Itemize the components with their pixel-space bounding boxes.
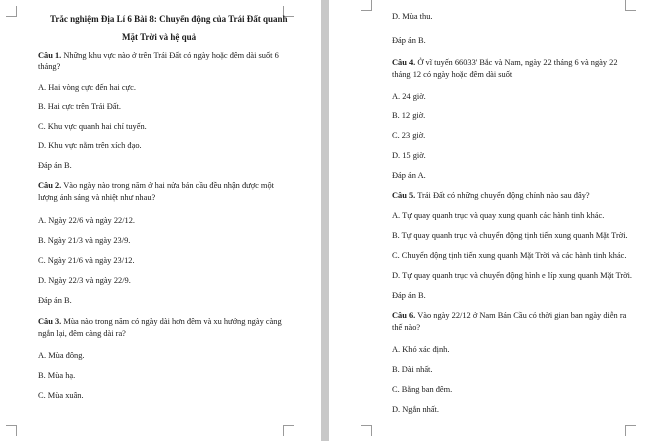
document-title-line-1: Trắc nghiệm Địa Lí 6 Bài 8: Chuyển động của Trái Đất quanh [50, 14, 288, 24]
question-5-label: Câu 5. [392, 191, 416, 200]
question-2-text-line-1: Vào ngày nào trong năm ở hai nửa bán cầu đều nhận được một [61, 181, 274, 190]
page-gutter [321, 0, 329, 441]
question-3-option-d: D. Mùa thu. [392, 12, 433, 21]
question-3-text-line-2: ngắn lại, đêm càng dài ra? [38, 329, 126, 338]
document-title-line-2: Mặt Trời và hệ quả [122, 32, 197, 42]
question-4-option-d: D. 15 giờ. [392, 151, 426, 160]
question-1-answer: Đáp án B. [38, 161, 72, 170]
question-2-option-d: D. Ngày 22/3 và ngày 22/9. [38, 276, 131, 285]
question-6-option-c: C. Bằng ban đêm. [392, 385, 453, 394]
question-2-label: Câu 2. [38, 181, 62, 190]
question-3-option-b: B. Mùa hạ. [38, 371, 76, 380]
crop-mark-top-right [625, 0, 636, 11]
question-3-option-a: A. Mùa đông. [38, 351, 85, 360]
question-6-option-b: B. Dài nhất. [392, 365, 433, 374]
question-4-option-a: A. 24 giờ. [392, 92, 426, 101]
question-5-answer: Đáp án B. [392, 291, 426, 300]
question-3-label: Câu 3. [38, 317, 62, 326]
question-2-option-b: B. Ngày 21/3 và ngày 23/9. [38, 236, 131, 245]
question-2-option-a: A. Ngày 22/6 và ngày 22/12. [38, 216, 135, 225]
crop-mark-bottom-right [283, 425, 294, 436]
question-1-text [38, 50, 279, 61]
crop-mark-bottom-right [625, 425, 636, 436]
question-5-option-a: A. Tự quay quanh trục và quay xung quanh các hành tinh khác. [392, 211, 605, 220]
question-1-label: Câu 1. [38, 51, 62, 60]
crop-mark-top-left [361, 0, 372, 11]
question-1-option-a: A. Hai vòng cực đến hai cực. [38, 83, 136, 92]
question-2-answer: Đáp án B. [38, 296, 72, 305]
question-6-text-line-1: Vào ngày 22/12 ở Nam Bán Cầu có thời gian ban ngày diễn ra [415, 311, 627, 320]
question-3-text [38, 316, 282, 327]
question-1-option-c: C. Khu vực quanh hai chí tuyến. [38, 122, 147, 131]
question-5-option-d: D. Tự quay quanh trục và chuyển động hình e líp xung quanh Mặt Trời. [392, 271, 633, 280]
crop-mark-top-left [6, 6, 17, 17]
question-5-option-c: C. Chuyển động tịnh tiến xung quanh Mặt Trời và các hành tinh khác. [392, 251, 627, 260]
question-3-option-c: C. Mùa xuân. [38, 391, 84, 400]
question-2-option-c: C. Ngày 21/6 và ngày 23/12. [38, 256, 135, 265]
document-page-left [0, 0, 321, 441]
question-6-text [392, 310, 626, 321]
document-page-right [329, 0, 650, 441]
question-2-text-line-2: lượng ánh sáng và nhiệt như nhau? [38, 193, 156, 202]
question-3-answer: Đáp án B. [392, 36, 426, 45]
question-6-label: Câu 6. [392, 311, 416, 320]
question-4-text-line-2: tháng 12 có ngày hoặc đêm dài suốt [392, 70, 513, 79]
question-1-text-line-2: tháng? [38, 62, 61, 71]
question-4-label: Câu 4. [392, 58, 416, 67]
question-4-text-line-1: Ở vĩ tuyến 66033' Bắc và Nam, ngày 22 tháng 6 và ngày 22 [415, 58, 618, 67]
question-2-text [38, 180, 274, 191]
question-5-option-b: B. Tự quay quanh trục và chuyển động tịnh tiến xung quanh Mặt Trời. [392, 231, 628, 240]
question-4-option-c: C. 23 giờ. [392, 131, 426, 140]
question-5-text-line-1: Trái Đất có những chuyển động chính nào sau đây? [415, 191, 590, 200]
question-1-text-line-1: Những khu vực nào ở trên Trái Đất có ngày hoặc đêm dài suốt 6 [61, 51, 279, 60]
question-5-text [392, 190, 590, 201]
question-6-option-a: A. Khó xác định. [392, 345, 450, 354]
question-6-text-line-2: thế nào? [392, 323, 421, 332]
question-1-option-b: B. Hai cực trên Trái Đất. [38, 102, 121, 111]
question-1-option-d: D. Khu vực nằm trên xích đạo. [38, 141, 142, 150]
question-4-text [392, 57, 618, 68]
question-4-option-b: B. 12 giờ. [392, 111, 426, 120]
crop-mark-bottom-left [6, 425, 17, 436]
question-6-option-d: D. Ngắn nhất. [392, 405, 439, 414]
crop-mark-bottom-left [361, 425, 372, 436]
question-4-answer: Đáp án A. [392, 171, 426, 180]
question-3-text-line-1: Mùa nào trong năm có ngày dài hơn đêm và xu hướng ngày càng [61, 317, 282, 326]
